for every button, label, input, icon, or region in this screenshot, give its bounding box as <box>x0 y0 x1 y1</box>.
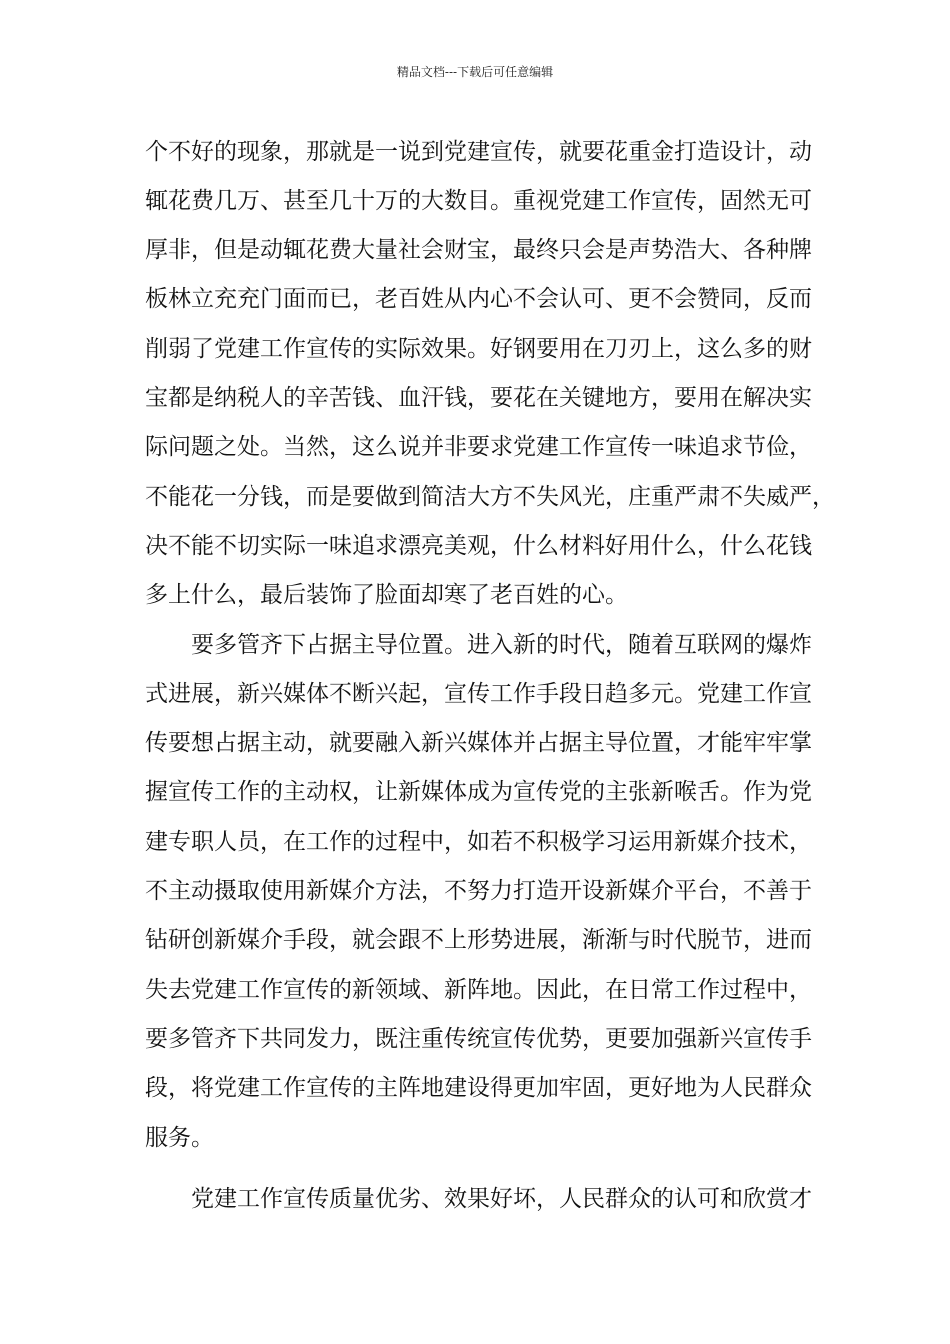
text-line: 厚非，但是动辄花费大量社会财宝，最终只会是声势浩大、各种牌 <box>145 237 812 263</box>
text-line: 多上什么，最后装饰了脸面却寒了老百姓的心。 <box>145 582 628 608</box>
text-line: 建专职人员，在工作的过程中，如若不积极学习运用新媒介技术， <box>145 829 812 855</box>
text-line: 要多管齐下共同发力，既注重传统宣传优势，更要加强新兴宣传手 <box>145 1026 812 1052</box>
text-line: 钻研创新媒介手段，就会跟不上形势进展，渐渐与时代脱节，进而 <box>145 927 812 953</box>
text-line: 服务。 <box>145 1125 214 1151</box>
text-line: 板林立充充门面而已，老百姓从内心不会认可、更不会赞同，反而 <box>145 286 812 312</box>
text-line: 际问题之处。当然，这么说并非要求党建工作宣传一味追求节俭， <box>145 434 812 460</box>
paragraph-first-line: 要多管齐下占据主导位置。进入新的时代，随着互联网的爆炸 <box>191 632 812 658</box>
text-line: 握宣传工作的主动权，让新媒体成为宣传党的主张新喉舌。作为党 <box>145 779 812 805</box>
text-line: 削弱了党建工作宣传的实际效果。好钢要用在刀刃上，这么多的财 <box>145 336 812 362</box>
text-line: 不主动摄取使用新媒介方法，不努力打造开设新媒介平台，不善于 <box>145 878 812 904</box>
text-line: 不能花一分钱，而是要做到简洁大方不失风光，庄重严肃不失威严， <box>145 484 835 510</box>
paragraph-first-line: 党建工作宣传质量优劣、效果好坏，人民群众的认可和欣赏才 <box>191 1186 812 1212</box>
text-line: 传要想占据主动，就要融入新兴媒体并占据主导位置，才能牢牢掌 <box>145 730 812 756</box>
text-line: 宝都是纳税人的辛苦钱、血汗钱，要花在关键地方，要用在解决实 <box>145 385 812 411</box>
text-line: 辄花费几万、甚至几十万的大数目。重视党建工作宣传，固然无可 <box>145 188 812 214</box>
text-line: 失去党建工作宣传的新领域、新阵地。因此，在日常工作过程中， <box>145 977 812 1003</box>
page-header: 精品文档---下载后可任意编辑 <box>396 65 554 79</box>
text-line: 个不好的现象，那就是一说到党建宣传，就要花重金打造设计，动 <box>145 139 812 165</box>
text-line: 段，将党建工作宣传的主阵地建设得更加牢固，更好地为人民群众 <box>145 1075 812 1101</box>
text-line: 决不能不切实际一味追求漂亮美观，什么材料好用什么，什么花钱 <box>145 533 812 559</box>
text-line: 式进展，新兴媒体不断兴起，宣传工作手段日趋多元。党建工作宣 <box>145 681 812 707</box>
